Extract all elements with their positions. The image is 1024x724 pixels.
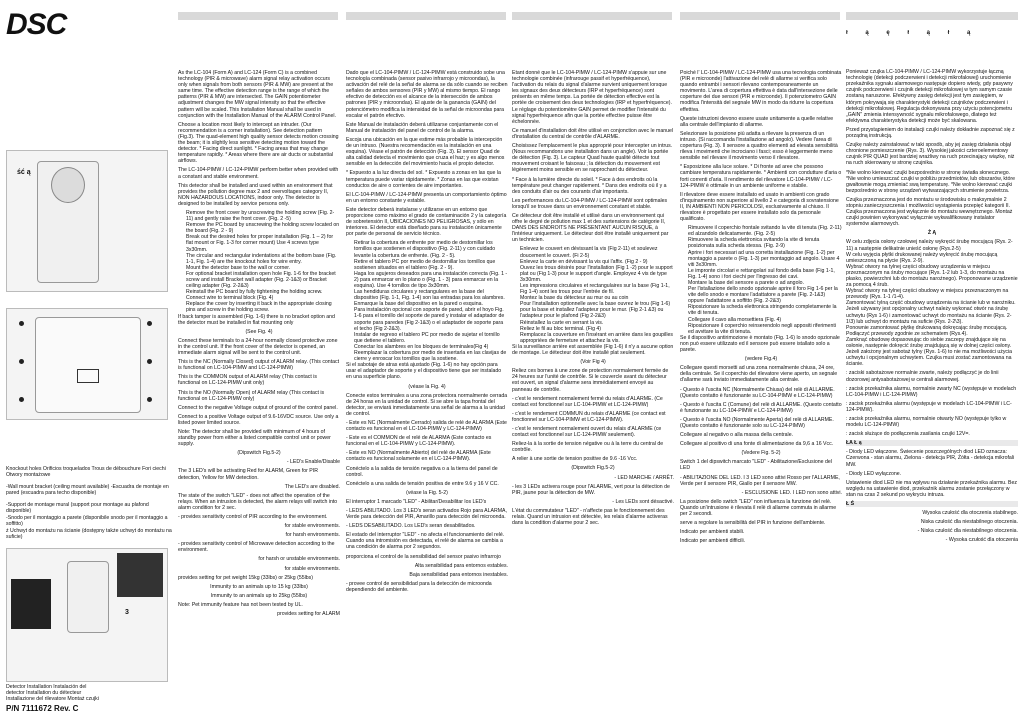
- bracket-note: If back tamper is assembled (Fig. 1-6) there is no bracket option and the detector must be installed in flat mounting only: [178, 313, 335, 326]
- pir-high: Wysoka czułość dla otoczenia stabilnego.: [922, 510, 1018, 517]
- pet-note: Note: Pet immunity feature has not been tested by UL.: [178, 601, 303, 608]
- nc-text: - Este es NC (Normalmente Cerrado) salida de relé de ALARMA (Este contacto es funcional en el LC-104-PIMW y LC-124-PIMW): [346, 419, 507, 433]
- led-state: Ustawienie diod LED nie ma wpływu na działanie przekaźnika alarmu. Bez względu na ustawienie diod, przekaźnik alarmu zostanie przełączony w stan na czas 2 sekund po wykryciu intruza.: [846, 479, 1017, 498]
- install-step: Wybrać otwory na tylnej części obudowy w miejscu przeznaczonym na przewody (Rys. 1-1 /1-4).: [846, 288, 1009, 301]
- see-fig: (Voir Fig 4): [580, 359, 606, 366]
- install-step: Rimuovere la scheda elettronica svitando la vite di tenuta posizionata sulla scheda stessa. (Fig. 2-9): [688, 237, 820, 250]
- install-step: W celu zdjęcia osłony czołowej należy wykręcić śrubę mocującą (Rys. 2-11) a następnie delikatnie unieść osłonę (Rys.2-5): [846, 239, 1013, 252]
- column-italian: [680, 70, 842, 722]
- led-enabled: - les 3 LEDs activera rouge pour l'ALARME, vert pour la détection de PIR, jaune pour la détection de MW.: [512, 483, 670, 496]
- knockout-rect: [77, 369, 99, 383]
- pet-weight: provides setting for pet weight 15kg (33lbs) or 25kg (55lbs): [178, 574, 313, 581]
- install-step: Les impressions circulaires et rectangulaires sur la base (Fig 1-1, Fig 1-4) sont les trous pour l'entrée de fil.: [520, 283, 670, 296]
- install-step: Le impronte circolari e rettangolari sul fondo della base (Fig 1-1, Fig. 1-4) sono i fori ciechi per l'ingresso dei cavi.: [688, 267, 835, 280]
- figure-label: ść ą: [17, 169, 31, 176]
- hazard-text: Ce détecteur doit être installé et utilisé dans un environnement qui offre le degré de pollution max 1 et des surtensions de catégorie II, DANS DES ENDROITS NE PRÉSENTANT AUCUN RISQUE, à l'intérieur uniquement. Le détecteur doit être installé uniquement par un technicien.: [512, 212, 669, 244]
- tamper-note: Jeżeli założony jest sabotaż tylny (Rys. 1-6) to nie ma możliwości użycia uchwytu i opcjonalnym uchwytem. Czujka musi zostać zamontowana na ścianie.: [846, 349, 1013, 368]
- dipswitch-ref: (véase la Fig. 5-2): [406, 489, 448, 496]
- table-header: ŁA Ł ą: [846, 440, 1018, 446]
- led-enabled: - LEDS ABILITADO. Los 3 LED's seran activados Rojo para ALARMA, Verde para detección del PIR, Amarillo para detección del microonda.: [346, 508, 507, 521]
- legend-wall-mount: -Wall mount bracket (ceiling mount available) -Escuadra de montaje en pared (escuadra para techo disponible): [6, 484, 169, 496]
- install-step: Reemplazar la cobertura por medio de insertarla en las clavijas de cierre y enroscar los tornillos que la sostiene.: [354, 350, 507, 363]
- see-fig: (véase la Fig. 4): [408, 383, 446, 390]
- install-step: Collegare il cavo alla morsettiera (Fig. 4): [688, 316, 782, 323]
- figure-detector-base: [6, 308, 168, 420]
- location-text: Choose a location most likely to intercept an intruder. (Our recommendation is a corner installation). See detection pattern (Fig.3). The quad-element high quality sensor detects motion crossing the beam; it is slightly less sensitive detecting motion toward the detector. * Facing direct sunlight. * Facing areas that may change temperature rapidly. * Areas where there are air ducts or substantial airflows.: [178, 121, 339, 165]
- callout-dot: [147, 321, 152, 326]
- install-step: Break out the desired holes for proper installation (Fig. 1 – 2) for flat mount or Fig. 1-3 for corner mount) Use 4 screws type 3x30mm.: [186, 234, 334, 253]
- callout-dot: [19, 321, 24, 326]
- header-bar-en: [178, 12, 338, 20]
- install-step: W celu wyjęcia płytki drukowanej należy wykręcić śrubę mocującą umieszczoną na płycie (Rys. 2-9).: [846, 251, 998, 264]
- manual-text: Queste istruzioni devono essere usate unitamente a quelle relative alla centrale dell'impianto di allarme.: [680, 115, 834, 128]
- alarm-setting: provides setting for ALARM: [277, 611, 340, 618]
- pir-high: Alta sensibilidad para entornos estables.: [414, 562, 508, 569]
- install-step: For optional bracket installation open hole Fig. 1-6 for the bracket screw and install Bracket wall adapter (Fig. 2-1&3) or Bracket ceiling adapter (Fig. 2-2&3): [186, 270, 336, 290]
- callout-dot: [19, 359, 24, 364]
- header-bar-pl: [846, 12, 1018, 20]
- performance-text: El LC-104-PIMW / LC-124-PIMW presenta un comportamiento óptimo en un entorno constante y estable.: [346, 191, 507, 204]
- hazard-text: This detector shall be installed and used within an environment that provides the pollution degree max 2 and overvoltages category II, NON HAZARDOUS LOCATIONS, indoor only. The detector is designed to be installed by service persons only.: [178, 182, 333, 207]
- pir-harsh: Indicato per ambienti difficili.: [680, 538, 746, 545]
- part-number: P/N 7111672 Rev. C: [6, 704, 79, 713]
- install-step: Connect wire to terminal block (Fig. 4): [186, 295, 274, 302]
- negative-text: Collegare al negativo o alla massa della centrale.: [680, 432, 794, 439]
- led-disabled: - Diody LED wyłączone.: [846, 470, 902, 477]
- header-bar-fr: [512, 12, 672, 20]
- intro-text: Ponieważ czujka LC-104-PIMW / LC-124-PIMW wykorzystuje łączną technologię (detekcji podczerwieni i detekcji mikrofalowej) uruchomienie przekaźnika sygnału alarmowego następuje dopiero wtedy, gdy pasywny czujnik podczerwieni i czujnik detekcji mikrofalowej w tym samym czasie zostaną naruszone. Efektywny zasięg detekcji jest tym zasięgiem, w którym pokrywają się charakterystyki detekcji czujników podczerwieni i detekcji mikrofalowej. Regulacja dokonywana przy użyciu potencjometru „GAIN" zmienia intensywność sygnału mikrofalowego, dlatego też efektywna charakterystyka detekcji może być skalowana.: [846, 69, 1013, 124]
- callout-dot: [19, 397, 24, 402]
- install-step: Enlevez la carte en dévissant la vis qui l'affix. (Fig 2 - 9): [520, 258, 648, 265]
- install-step: Per l'istallazione dello snodo opzionale aprire il foro Fig 1-6 per la vite dello snodo e montare l'adattatore a parete (Fig. 2-1&3) oppure l'adattatore a soffitto (Fig. 2-2&3): [688, 286, 838, 305]
- callout-dot: [147, 359, 152, 364]
- bracket-detail: [117, 553, 163, 597]
- section-heading: Ż Ą: [927, 230, 937, 237]
- install-step: Rimuovere il coperchio frontale svitando la vite di tenuta (Fig. 2-11) ed alzandolo delicatamente. (Fig. 2-5): [688, 225, 842, 238]
- no-text: - Questo è l'uscita NO (Normalmente Aperta) del relè di ALLARME. (Questo contatto è funzionante solo su LC-124-PIMW): [680, 416, 834, 429]
- figure-mounting-views: [6, 548, 168, 682]
- mw-sensitivity: - provee control de sensibilidad para la detección de microonda dependiendo del ambiente.: [346, 580, 492, 593]
- positive-text: Connect to a positive Voltage output of 9.6-16VDC source. Use only a listed power limited source.: [178, 413, 339, 426]
- immunity-25: Immunity to an animals up to 25kg (55lbs): [210, 592, 308, 599]
- intro-text: As the LC-104 (Form A) and LC-124 (Form C) is a combined technology (PIR & microwave) alarm signal relay activation occurs only when signals from both sensors (PIR & MW) are present at the same time. The effective detection range is the range of which the patterns (PIR & MW) are intersected. The GAIN potentiometer adjustment changes the MW signal intensity so that the effective pattern will be scaled. This Installation Manual shall be used in conjunction with the Installation Manual of the ALARM Control Panel.: [178, 70, 337, 119]
- hazard-text: Este detector deberá instalarse y utilizarse en un entorno que proporcione como máximo el grado de contaminación 2 y la categoría de sobretensión II, UBICACIONES NO PELIGROSAS, y sólo en interiores. El detector está diseñado para su instalación únicamente por parte de personal de servicio técnico.: [346, 206, 507, 238]
- legend-uchwyt: ż Uchwyt do montażu na ścianie (dostępny także uchwyt do montażu na suficie): [6, 528, 172, 540]
- dipswitch-ref: (Dipswitch Fig.5-2): [237, 450, 281, 457]
- install-step: Retirar la cobertura de enfrente por medio de destornillar los tornillos que sostienen el dispositivo (Fig. 2-11) y con cuidado levante la cobertura de enfrente. (Fig. 2 - 5).: [354, 240, 496, 259]
- pir-sensitivity: proporciona el control de la sensibilidad del sensor pasivo infrarrojo: [346, 553, 501, 560]
- pir-low: Baja sensibilidad para entornos inestables.: [409, 571, 508, 578]
- mw-high: - Wysoka czułość dla otoczenia: [945, 537, 1018, 544]
- led-disabled: The LED's are disabled.: [284, 483, 340, 490]
- led-enabled: - Diody LED włączone. Świecenie poszczególnych diod LED oznacza: Czerwona - stan alarmu, Zielona - detekcja PIR, Żółta - detekcja mikrofali MW.: [846, 449, 1015, 468]
- mw-low: - Niska czułość dla niestabilnego otoczenia.: [917, 528, 1018, 535]
- callout-dot: [147, 397, 152, 402]
- positive-text: Collegare al positivo di una fonte di alimentazione da 9,6 a 16 Vcc.: [680, 441, 834, 448]
- dipswitch-ref: (Vedere Fig. 5-2): [741, 450, 781, 457]
- location-text: Czujkę należy zainstalować w taki sposób, aby jej zasięg działania objął chronione pomieszczenie (Rys. 3). Wysokiej jakości czteroelementowy czujnik PIR QUAD jest bardziej wrażliwy na ruch przecinający wiązkę, niż na ruch skierowany w stronę czujnika.: [846, 142, 1015, 167]
- see-fig: (See Fig. 4): [245, 328, 273, 335]
- manual-text: Este Manual de instalación deberá utilizarse conjuntamente con el Manual de instalación del panel de control de la alarma.: [346, 121, 499, 134]
- install-step: Jeżeli używany jest opcjonalny uchwyt należy wykonać otwór na śrubę uchwytu (Rys 1-6) i zamontować uchwyt do montażu na ścianie (Rys. 2-1\3) lub uchwyt do montażu na suficie (Rys. 2-2\3).: [846, 306, 1012, 325]
- install-step: Las hendiduras circulares y rectangulares en la base del dispositivo (Fig. 1-1, Fig. 1-4) son las entradas para los alambres.: [354, 289, 505, 302]
- sun-text: * Face à la lumière directe du soleil. * Face à des endroits où la température peut changer rapidement. * Dans des endroits où il y a des conduits d'air ou des courants d'air importants.: [512, 176, 667, 195]
- install-step: Wybrać otwory na tylnej części obudowy urządzenia w miejscu przeznaczonym na śruby mocujące (Rys. 1-2 lub 1-3, do montażu na płasko, powierzchni lub do montażu narożnego). Proponowane urządzenie za pomocą 4 śrub.: [846, 263, 1018, 289]
- column-french: [512, 70, 674, 722]
- com-text: - Este es el COMMON de el relé de ALARMA (Este contacto es funcional en el LC-104-PIMW y LC-124-PIMW).: [346, 435, 492, 448]
- standby-note: Note: The detector shall be provided with minimum of 4 hours of standby power from either a listed compatible control unit or power supply.: [178, 428, 331, 448]
- install-step: Retire el tablero PC por medio de destornillar los tornillos que sostienen situados en el tablero (Fig. 2 - 9).: [354, 258, 496, 271]
- install-step: Riposizionare la scheda elettronica stringendo completamente la vite di tenuta.: [688, 304, 837, 317]
- install-step: Réinstallez la carte en serrant la vis.: [520, 319, 604, 326]
- mw-harsh: for harsh or unstable environments.: [258, 556, 340, 563]
- install-step: Instalar de regreso el tablero PC por medio de sujetar el tornillo que detiene el tablero.: [354, 331, 500, 344]
- negative-text: : zacisk służące do podłączenia zasilania czujki 12V=.: [846, 431, 970, 438]
- led-disabled: - ESCLUSIONE LED. I LED non sono attivi.: [741, 489, 842, 496]
- legend-support: -Support de montage mural (support pour montage au plafond disponible): [6, 502, 149, 514]
- led-disabled: - LEDS DESABILITADO. Los LED's seran desabilitados.: [346, 523, 476, 530]
- led-switch: El interruptor 1 marcado "LED" - Abilitar/Desabilitar los LED's: [346, 498, 487, 505]
- led-switch: - LED's Enable/Disable: [286, 459, 340, 466]
- led-switch: Switch 1 del dipswitch marcato "LED" - Abilitazione/Esclusione del LED: [680, 459, 832, 472]
- mw-sensitivity: - provides sensitivity control of Microwave detection according to the environment.: [178, 541, 335, 554]
- no-text: - Este es NO (Normalmente Abierto) del relé de ALARMA (Este contacto es funcional solamente en el LC-124-PIMW).: [346, 450, 491, 463]
- led-disabled: - Les LEDs sont désactivé.: [612, 498, 674, 505]
- install-step: Zamontować tylną część obudowy urządzenia na ścianie lub w narożniku.: [846, 300, 1016, 307]
- led-state: El estado del interruptor "LED" - no afecta el funcionamiento del relé. Cuando una intromisión es detectada, el relé de alarma se cambia a una condición de alarma por 2 segundos.: [346, 532, 505, 551]
- dsc-logo: [6, 8, 126, 42]
- com-text: - Questo è l'uscita C (Comune) del relè di ALLARME. (Questo contatto è funzionante su LC-104-PIMW e LC-124-PIMW): [680, 401, 842, 414]
- install-step: Para instalación opcional con soporte de pared, abrir el hoyo Fig. 1-6 para el tornillo del soporte de pared y instalar el adaptador de soporte para paredes (Fig 2-1&3) o el adaptador de soporte para el techo (Fig 2-2&3).: [354, 307, 505, 332]
- install-step: The circular and rectangular indentations at the bottom base (Fig. 1-1, Fig. 1-4) are the knockout holes for wire entry.: [186, 252, 337, 265]
- tamper-note: Se il dispositivo antirimozione è montato (Fig. 1-6) lo snodo opzionale non può essere utilizzato ed il sensore può essere istallato solo a parete.: [680, 334, 840, 354]
- tamper-note: Si el sabotaje de atras está ajustado (Fig. 1-6) no hay opción para usar el adaptador de soporte y el dispositivo tiene que ser instalado en una superficie plano.: [346, 362, 502, 381]
- figure-detector-front: [6, 150, 168, 292]
- performance-text: Les performances du LC-104-PIMW / LC-124-PIMW sont optimales lorsqu'il se trouve dans un environnement constant et stable.: [512, 197, 668, 210]
- negative-text: Reliez-la à la sortie de tension négative ou à la terre du central de contrôle.: [512, 441, 664, 454]
- negative-text: Connect to the negative Voltage output of ground of the control panel.: [178, 404, 338, 411]
- intro-text: Etant donné que le LC-104-PIMW / LC-124-PIMW s'appuie sur une technologie combinée (infrarouge passif et hyperfréquence), l'activation du relais du signal d'alarme survient uniquement lorsque les signaux des deux détecteurs (IRP et hyperfréquence) sont présents en même temps. La portée de détection effective est la portée de croisement des deux technologies (IRP et hyperfréquence). Le réglage du potentiomètre GAIN permet de modifier l'intensité du signal hyperfréquence afin que la portée effective puisse être échelonnée.: [512, 70, 672, 125]
- nc-text: - Questo è l'uscita NC (Normalmente Chiusa) del relè di ALLARME. (Questo contatto è funzionante su LC-104-PIMW e LC-124-PIMW): [680, 386, 835, 399]
- install-step: Montare la base del sensore a parete o ad angolo.: [688, 280, 804, 286]
- terminal-text: Connect these terminals to a 24-hour normally closed protective zone in the control unit. If the front cover of the detector is opened, an immediate alarm signal will be sent to the control unit.: [178, 337, 338, 357]
- header-bar-es: [346, 12, 506, 20]
- install-step: Remove the PC board by unscrewing the holding screw located on the board (Fig. 2 - 9): [186, 222, 340, 235]
- pir-sensitivity: - provides sensitivity control of PIR according to the environment.: [178, 514, 328, 520]
- sun-text: * Esposizione alla luce solare. * Di fronte ad aree che possono cambiare temperatura rapidamente. * Ambienti con condutture d'aria o forti correnti d'aria. Il rendimento del rilevatore LC-104-PIMW / LC-124-PIMW è ottimale in un ambiente uniforme e stabile.: [680, 164, 842, 189]
- header-bar-it: [680, 12, 840, 20]
- led-state: La posizione dello switch "LED" non influenza la funzione del relè. Quando un'intrusione è rilevata il relè di allarme commuta in allarme per 2 secondi.: [680, 498, 837, 517]
- base-body: [35, 317, 141, 413]
- no-text: : zacisk przekaźnika alarmu, normalnie otwarty NO (występuje tylko w modelu LC-124-PIMW): [846, 415, 1007, 429]
- com-text: - c'est le rendement COMMUN du relais d'ALARME (ce contact est fonctionnel sur LC-104-PIMW et LC-124-PIMW).: [512, 410, 666, 423]
- pir-harsh: for harsh environments.: [285, 532, 340, 539]
- led-state: The state of the switch "LED" - does not affect the operation of the relays. When an intrusion is detected, the alarm relays will switch into alarm condition for 2 sec.: [178, 492, 338, 511]
- install-step: Zamknąć obudowę dopasowując do siebie zaczepy znajdujące się na osłonie, następnie dokręcić śrubę znajdującą się w dolnej części osłony.: [846, 336, 1012, 350]
- terminal-text: Reliez ces bornes à une zone de protection normalement fermée de 24 heures sur l'unité de contrôle. Si le couvercle avant du détecteur est ouvert, un signal d'alarme sera immédiatement envoyé au panneau de contrôle.: [512, 368, 669, 393]
- see-fig: (vedere Fig.4): [744, 356, 778, 363]
- location-text: Escoja una ubicación en la que estime más probable la intercepción de un intruso. (Nuestra recomendación es la instalación en una esquina). Véase el patrón de detección (Fig. 3). El sensor Quad de alta calidad detecta el movimiento que cruza el haz; y es algo menos sensible en la detección del movimiento hacia el propio detector.: [346, 136, 505, 168]
- column-english: [178, 70, 340, 722]
- install-step: Montez la base du détecteur au mur ou au coin: [520, 295, 629, 302]
- immunity-15: Immunity to an animals up to 15 kg (33lbs): [210, 583, 308, 590]
- install-step: Ouvez les trous désirés pour l'installation (Fig 1 -2) pour le support plat ou (Fig 1-3) pour le support d'angle. Employez 4 vis de type 3x30mm.: [520, 264, 673, 283]
- install-step: Replace the cover by inserting it back in the appropriate closing pins and screw in the holding screw.: [186, 301, 332, 314]
- nc-text: : zacisk przekaźnika alarmu, normalnie zwarty NC (występuje w modelach LC-104-PIMW i LC-124-PIMW): [846, 385, 1017, 398]
- install-step: Mount the detector base to the wall or corner.: [186, 264, 291, 271]
- install-step: Remove the front cover by unscrewing the holding screw (Fig. 2-11) and gently raise the front cover. (Fig. 2 -5): [186, 209, 335, 223]
- dipswitch-ref: (Dipswitch Fig.5-2): [571, 465, 615, 472]
- pir-stable: for stable environments.: [284, 523, 340, 530]
- install-step: Pour l'installation optionnelle avec la base ouvrez le trou (Fig 1-6) pour la base et installez l'adapteur pour le mur. (Fig 2-1 &3) ou l'adapteur pour le plafond (Fig 2-2&3): [520, 301, 671, 320]
- led-enabled: - ABILITAZIONE DEL LED. I 3 LED sono attivi Rosso per l'ALLARME, Verde per il sensore PIR, Giallo per il sensore MW.: [680, 474, 840, 487]
- nc-text: - c'est le rendement normalement fermé du relais d'ALARME. (Ce contact est fonctionnel sur LC-104-PIMW et LC-124-PIMW): [512, 395, 663, 408]
- no-text: This is the NO (Normally Open) of ALARM relay (This contact is functional on LC-124-PIMW only): [178, 389, 325, 402]
- install-step: Enlevez le couvert en dévissant la vis (Fig 2-11) et soulevez doucement le couvert. (Fi 2-5): [520, 246, 658, 259]
- install-step: Enmarque la base del dispositivo en la pared o esquina.: [354, 301, 483, 308]
- column-polish: [846, 30, 1018, 722]
- pir-lens: [51, 167, 85, 203]
- positive-text: A relier à une sortie de tension positive de 9.6 -16 Vcc.: [512, 456, 638, 463]
- pir-header: Ł Ś: [846, 501, 1018, 507]
- install-step: Aprire i fori necessari ad una corretta installazione (Fig. 1-2) per montaggio a parete o (Fig. 1-3) per montaggio ad angolo. Usare 4 viti 3x30mm.: [688, 249, 840, 268]
- location-text: Choisissez l'emplacement le plus approprié pour intercepter un intrus. (Nous recommandons une installation dans un angle). Voir la portée de détection (Fig. 3). Le capteur Quad haute qualité détecte tout mouvement croisant le faisceau ; la détection du mouvement est légèrement moins sensible en se rapprochant du détecteur.: [512, 143, 673, 174]
- terminal-text: Collegare questi morsetti ad una zona normalmente chiusa, 24 ore, della centrale. Se il coperchio del rilevatore viene aperto, un segnale d'allarme sarà inviato immediatamente alla centrale.: [680, 365, 838, 384]
- nc-text: This is the NC (Normally Closed) output of ALARM relay. (This contact is functional on LC-104-PIMW and LC-124-PIMW): [178, 359, 340, 372]
- performance-text: The LC-104-PIMW / LC-124-PIMW perform better when provided with a constant and stable environment.: [178, 167, 339, 180]
- wall-section: [11, 579, 51, 629]
- pir-low: Niska czułość dla niestabilnego otoczenia.: [920, 519, 1018, 526]
- install-step: Riposizionare il coperchio reinserendolo negli appositi riferimenti ed avvitare la vite di tenuta.: [688, 322, 836, 335]
- positive-text: Conéctelo a una salida de tensión positiva de entre 9.6 y 16 V CC.: [346, 480, 499, 487]
- pir-stable: Indicato per ambienti stabili.: [680, 529, 745, 536]
- led-switch: - LED MARCHE / ARRÊT.: [614, 474, 674, 481]
- location-text: Selezionare la posizione più adatta a rilevare la presenza di un intruso. (Si raccomanda l'installazione ad angolo). Vedere l'area di copertura (Fig. 3). Il sensore a quattro elementi ad elevata sensibilità rileva i movimenti che incrociano i fasci; esso è leggermente meno sensibile nel rilevare il movimento verso il rilevatore.: [680, 130, 838, 162]
- install-step: Reliez le fil au bloc terminal. (Fig 4): [520, 325, 602, 332]
- install-step: Haga los agujeros deseados para una instalación correcta (Fig. 1 - 2) para enmarcar en lo plano o (Fig. 1 - 3) para enmarcar en la esquina). Use 4 tornillos de tipo 3x30mm.: [354, 270, 508, 289]
- install-step: Ponownie zamontować płytkę drukowaną dokręcając śrubę mocującą.: [846, 324, 1008, 331]
- negative-text: Conéctelo a la salida de tensión negativa o a la tierra del panel de control.: [346, 465, 498, 478]
- no-text: - c'est le rendement normalement ouvert du relais d'ALARME (ce contact est fonctionnel sur LC-124-PIMW seulement).: [512, 425, 662, 439]
- column-spanish: [346, 70, 508, 722]
- led-state: L'état du commutateur "LED" - n'affecte pas le fonctionnement des relais. Quand un intrusion est détectée, les relais d'alarme activeras dans la condition d'alarme pour 2 sec.: [512, 507, 668, 527]
- intro-text: Poiché l' LC-104-PIMW / LC-124-PIMW usa una tecnologia combinata (PIR e microonde) l'attivazione del relè di allarme si verifica solo quando entrambi i sensori rilevano contemporaneamente un movimento. L'area di copertura effettiva è data dall'intersezione delle coperture dei due sensori (PIR e microonde). Il potenziometro GAIN modifica l'intensità del segnale MW in modo da ridurre la copertura effettiva.: [680, 70, 842, 113]
- manual-text: Ce manuel d'installation doit être utilisé en conjonction avec le manuel d'installation du central de contrôle d'ALARME.: [512, 127, 674, 140]
- com-text: This is the COMMON output of ALARM relay (This contact is functional on LC-124-PIMW unit only): [178, 374, 317, 387]
- tamper-note: Si la surveillance arrière est assemblée (Fig 1-6) il n'y a aucune option de montage. Le détecteur doit être installé plat seulement.: [512, 343, 674, 357]
- install-step: Conectar los alambres en los bloques de terminales(Fig 4): [354, 343, 489, 350]
- install-step: Podłączyć przewody zgodnie ze schematem (Rys.4).: [846, 330, 968, 337]
- com-text: : zacisk przekaźnika alarmu (występuje w modelach LC-104-PIMW i LC-124-PIMW).: [846, 400, 1012, 413]
- install-step: Reinstall the PC board by fully tightening the holding screw.: [186, 289, 323, 296]
- terminal-text: Conecte estos terminales a una zona protectora normalmente cerrada de 24 horas en la unidad de control. Si se abre la tapa frontal del detector, se enviará inmediatamente una señal de alarma a la unidad de control.: [346, 392, 508, 417]
- led-enabled: The 3 LED's will be activating Red for ALARM, Green for PIR detection, Yellow for MW detection.: [178, 468, 318, 481]
- detector-side: [67, 561, 109, 633]
- sun-text: * Expuesto a la luz directa del sol. * Expuesto a zonas en las que la temperatura puede variar rápidamente. * Zonas en las que existan conductos de aire o corrientes de aire importantes.: [346, 170, 501, 189]
- figure-number: 3: [125, 609, 129, 616]
- legend-knockout: Knockout holes Orificios troquelados Trous de débouchure Fori ciechi Otwory montażowe: [6, 466, 166, 478]
- manual-text: Przed przystąpieniem do instalacji czujki należy dokładnie zapoznać się z porządną instrukcją.: [846, 126, 1015, 140]
- mw-stable: for stable environments.: [284, 565, 340, 572]
- legend-installation: Detector Installation Instalación del detector Installation du détecteur Installazione del rilevatore Montaż czujki: [6, 684, 99, 702]
- intro-text: Dado que el LC-104-PIMW / LC-124-PIMW está construido sobe una tecnología combinada (sensor pasivo infrarrojo y microondas), la activación del relé de la señal de alarma se da sólo cuando se reciben señales de ambos sensores (PIR y MW) al mismo tiempo. El rango efectivo de detección es el alcance de la intersección de ambos patrones (PIR y microondas). El ajuste de la ganancia (GAIN) del potenciómetro modifica la intensidad de la señal de microondas para escalar el patrón efectivo.: [346, 70, 508, 119]
- performance-text: Czujka przeznaczona jest do montażu w środowisku o maksymalnie 2 stopniu zanieczyszczenia i możliwości wystąpienia przepięć kategorii II. Czujka przeznaczona jest wyłącznie do montażu wewnętrznego. Montaż czujki powinien wykonywać wyłącznie wykwalifikowany instalator systemów alarmowych.: [846, 196, 1013, 228]
- polish-header-glyphs: ł ą ę ł ą ł ą: [846, 30, 979, 36]
- pir-sensitivity: serve a regolare la sensibilità del PIR in funzione dell'ambiente.: [680, 520, 826, 527]
- logo-text: DSC: [6, 8, 67, 41]
- terminal-text: : zaciski sabotażowe normalnie zwarte, należy podłączyć je do linii dozorowej antysabotażowej w centrali alarmowej.: [846, 370, 999, 383]
- sun-text: *Nie wolno kierować czujki bezpośrednio w stronę światła słonecznego. *Nie wolno umieszczać czujki w pobliżu przedmiotów, lub obszarów, które gwałtownie mogą zmieniać swą temperaturę. *Nie wolno kierować czujki bezpośrednio w stronę urządzeń wytwarzających strumienie powietrza.: [846, 169, 1015, 194]
- hazard-text: Il rilevatore deve essere installato ed usato in ambienti con grado d'inquinamento non superiore al livello 2 e categoria di sovratensione II, IN AMBIENTI NON PERICOLOSI, esclusivamente al chiuso. Il rilevatore è progettato per essere installato solo da personale qualificato.: [680, 191, 839, 223]
- legend-snodo: -Snodo per il montaggio a parete (disponibile snodo per il montaggio a soffitto): [6, 515, 168, 527]
- install-step: Remplacez la couverture en l'insérant en arrière dans les goupilles appropriées de fermeture et attachez la vis.: [520, 331, 673, 344]
